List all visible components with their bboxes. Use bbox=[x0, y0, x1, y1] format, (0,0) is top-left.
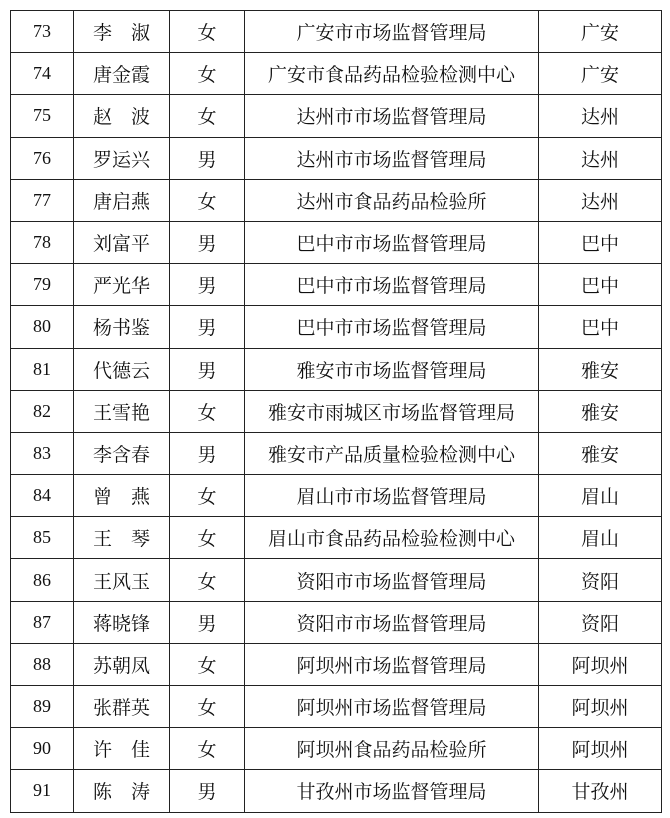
organization-cell: 阿坝州市场监督管理局 bbox=[245, 686, 539, 728]
gender-cell: 女 bbox=[170, 95, 245, 137]
gender-cell: 女 bbox=[170, 475, 245, 517]
row-number-cell: 77 bbox=[11, 179, 74, 221]
person-name-cell: 罗运兴 bbox=[74, 137, 170, 179]
gender-cell: 男 bbox=[170, 770, 245, 812]
organization-cell: 广安市市场监督管理局 bbox=[245, 11, 539, 53]
gender-cell: 男 bbox=[170, 306, 245, 348]
region-cell: 眉山 bbox=[539, 517, 662, 559]
region-cell: 资阳 bbox=[539, 559, 662, 601]
table-row bbox=[11, 770, 662, 812]
region-cell: 雅安 bbox=[539, 390, 662, 432]
gender-cell: 女 bbox=[170, 179, 245, 221]
organization-cell: 巴中市市场监督管理局 bbox=[245, 306, 539, 348]
person-name-cell: 唐金霞 bbox=[74, 53, 170, 95]
person-name-cell: 王雪艳 bbox=[74, 390, 170, 432]
gender-cell: 女 bbox=[170, 390, 245, 432]
person-name-cell: 唐启燕 bbox=[74, 179, 170, 221]
table-row bbox=[11, 643, 662, 685]
region-cell: 阿坝州 bbox=[539, 728, 662, 770]
organization-cell: 资阳市市场监督管理局 bbox=[245, 559, 539, 601]
person-name-cell: 张群英 bbox=[74, 686, 170, 728]
gender-cell: 女 bbox=[170, 11, 245, 53]
gender-cell: 男 bbox=[170, 137, 245, 179]
row-number-cell: 82 bbox=[11, 390, 74, 432]
region-cell: 广安 bbox=[539, 53, 662, 95]
person-name-cell: 刘富平 bbox=[74, 221, 170, 263]
region-cell: 巴中 bbox=[539, 306, 662, 348]
organization-cell: 广安市食品药品检验检测中心 bbox=[245, 53, 539, 95]
table-row bbox=[11, 179, 662, 221]
table-row bbox=[11, 95, 662, 137]
table-row bbox=[11, 348, 662, 390]
region-cell: 达州 bbox=[539, 137, 662, 179]
region-cell: 眉山 bbox=[539, 475, 662, 517]
row-number-cell: 78 bbox=[11, 221, 74, 263]
gender-cell: 女 bbox=[170, 559, 245, 601]
gender-cell: 男 bbox=[170, 264, 245, 306]
region-cell: 阿坝州 bbox=[539, 643, 662, 685]
organization-cell: 达州市市场监督管理局 bbox=[245, 95, 539, 137]
row-number-cell: 88 bbox=[11, 643, 74, 685]
table-row bbox=[11, 517, 662, 559]
person-name-cell: 王风玉 bbox=[74, 559, 170, 601]
organization-cell: 达州市食品药品检验所 bbox=[245, 179, 539, 221]
table-row bbox=[11, 264, 662, 306]
row-number-cell: 79 bbox=[11, 264, 74, 306]
person-name-cell: 杨书鉴 bbox=[74, 306, 170, 348]
table-row bbox=[11, 306, 662, 348]
organization-cell: 巴中市市场监督管理局 bbox=[245, 264, 539, 306]
row-number-cell: 75 bbox=[11, 95, 74, 137]
region-cell: 巴中 bbox=[539, 221, 662, 263]
person-name-cell: 代德云 bbox=[74, 348, 170, 390]
person-name-cell: 曾 燕 bbox=[74, 475, 170, 517]
organization-cell: 阿坝州食品药品检验所 bbox=[245, 728, 539, 770]
row-number-cell: 84 bbox=[11, 475, 74, 517]
person-name-cell: 王 琴 bbox=[74, 517, 170, 559]
gender-cell: 女 bbox=[170, 53, 245, 95]
gender-cell: 男 bbox=[170, 348, 245, 390]
organization-cell: 眉山市市场监督管理局 bbox=[245, 475, 539, 517]
organization-cell: 甘孜州市场监督管理局 bbox=[245, 770, 539, 812]
row-number-cell: 89 bbox=[11, 686, 74, 728]
organization-cell: 雅安市雨城区市场监督管理局 bbox=[245, 390, 539, 432]
region-cell: 甘孜州 bbox=[539, 770, 662, 812]
organization-cell: 巴中市市场监督管理局 bbox=[245, 221, 539, 263]
person-name-cell: 李 淑 bbox=[74, 11, 170, 53]
region-cell: 资阳 bbox=[539, 601, 662, 643]
row-number-cell: 74 bbox=[11, 53, 74, 95]
region-cell: 阿坝州 bbox=[539, 686, 662, 728]
row-number-cell: 80 bbox=[11, 306, 74, 348]
organization-cell: 阿坝州市场监督管理局 bbox=[245, 643, 539, 685]
person-name-cell: 蒋晓锋 bbox=[74, 601, 170, 643]
gender-cell: 男 bbox=[170, 221, 245, 263]
table-row bbox=[11, 221, 662, 263]
table-row bbox=[11, 137, 662, 179]
person-name-cell: 许 佳 bbox=[74, 728, 170, 770]
organization-cell: 达州市市场监督管理局 bbox=[245, 137, 539, 179]
organization-cell: 眉山市食品药品检验检测中心 bbox=[245, 517, 539, 559]
row-number-cell: 73 bbox=[11, 11, 74, 53]
row-number-cell: 81 bbox=[11, 348, 74, 390]
row-number-cell: 91 bbox=[11, 770, 74, 812]
table-row bbox=[11, 686, 662, 728]
table-row bbox=[11, 390, 662, 432]
person-name-cell: 李含春 bbox=[74, 432, 170, 474]
person-name-cell: 陈 涛 bbox=[74, 770, 170, 812]
table-row bbox=[11, 601, 662, 643]
row-number-cell: 86 bbox=[11, 559, 74, 601]
table-row bbox=[11, 475, 662, 517]
table-row bbox=[11, 559, 662, 601]
region-cell: 雅安 bbox=[539, 432, 662, 474]
region-cell: 巴中 bbox=[539, 264, 662, 306]
row-number-cell: 90 bbox=[11, 728, 74, 770]
gender-cell: 女 bbox=[170, 686, 245, 728]
organization-cell: 雅安市市场监督管理局 bbox=[245, 348, 539, 390]
personnel-table-body bbox=[11, 11, 662, 813]
person-name-cell: 苏朝凤 bbox=[74, 643, 170, 685]
gender-cell: 女 bbox=[170, 517, 245, 559]
region-cell: 广安 bbox=[539, 11, 662, 53]
region-cell: 达州 bbox=[539, 179, 662, 221]
gender-cell: 女 bbox=[170, 643, 245, 685]
gender-cell: 女 bbox=[170, 728, 245, 770]
table-row bbox=[11, 728, 662, 770]
region-cell: 达州 bbox=[539, 95, 662, 137]
organization-cell: 资阳市市场监督管理局 bbox=[245, 601, 539, 643]
table-row bbox=[11, 432, 662, 474]
table-row bbox=[11, 11, 662, 53]
row-number-cell: 83 bbox=[11, 432, 74, 474]
person-name-cell: 严光华 bbox=[74, 264, 170, 306]
row-number-cell: 87 bbox=[11, 601, 74, 643]
table-row bbox=[11, 53, 662, 95]
organization-cell: 雅安市产品质量检验检测中心 bbox=[245, 432, 539, 474]
region-cell: 雅安 bbox=[539, 348, 662, 390]
row-number-cell: 76 bbox=[11, 137, 74, 179]
person-name-cell: 赵 波 bbox=[74, 95, 170, 137]
gender-cell: 男 bbox=[170, 432, 245, 474]
gender-cell: 男 bbox=[170, 601, 245, 643]
row-number-cell: 85 bbox=[11, 517, 74, 559]
personnel-table bbox=[10, 10, 662, 813]
